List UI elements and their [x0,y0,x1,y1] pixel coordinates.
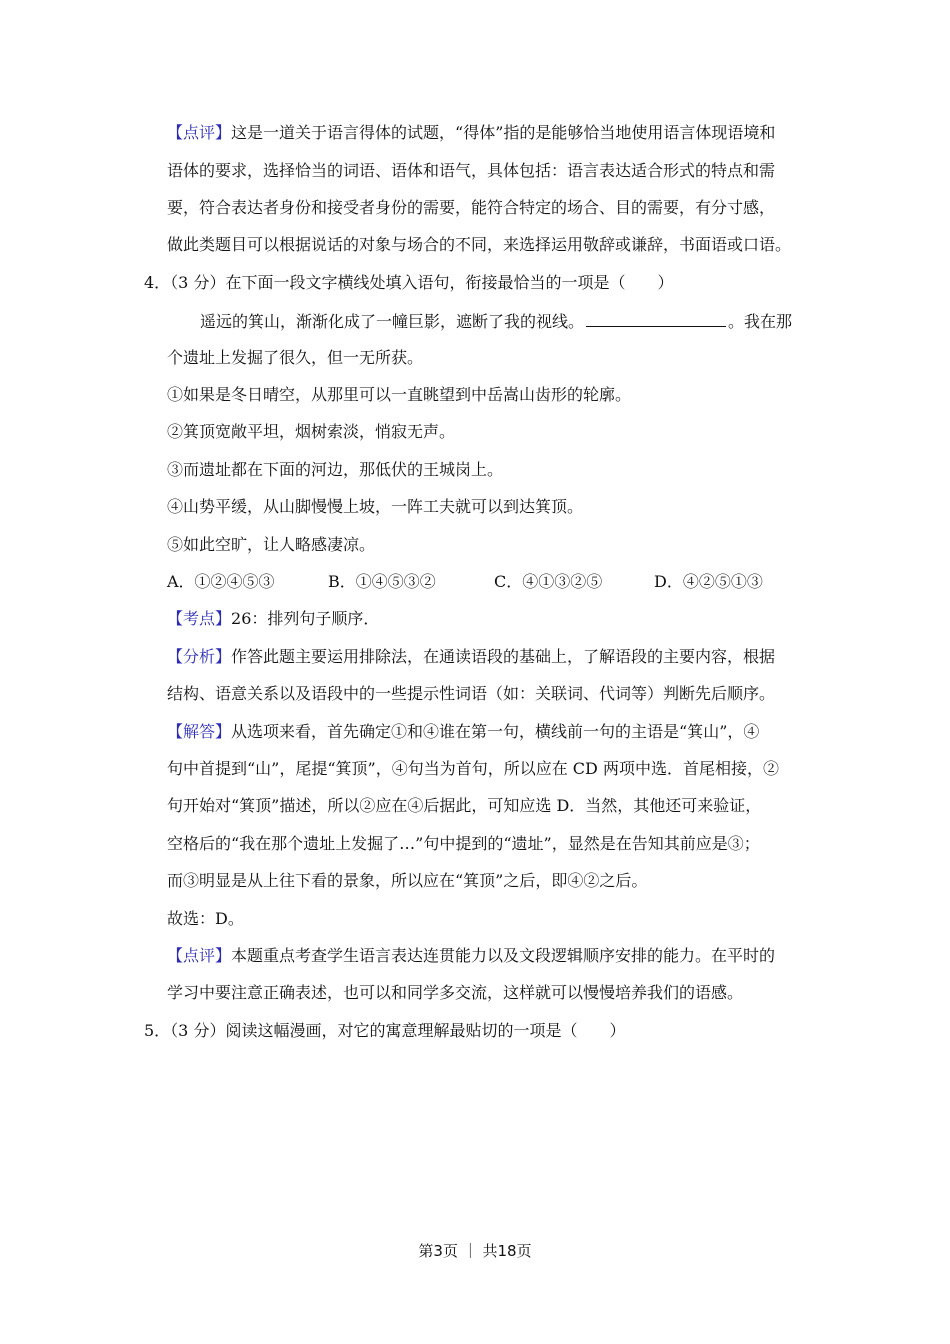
jieda-line-4: 空格后的“我在那个遗址上发掘了…”句中提到的“遗址”，显然是在告知其前应是③； [167,834,760,853]
question-4-passage-line-1 [200,309,792,333]
dianping-tag: 【点评】 [167,946,232,965]
question-4-passage-line-2: 个遗址上发掘了很久，但一无所获。 [167,348,424,367]
commentary-line-3: 要，符合表达者身份和接受者身份的需要，能符合特定的场合、目的需要，有分寸感， [167,198,776,217]
commentary-line-4: 做此类题目可以根据说话的对象与场合的不同，来选择运用敬辞或谦辞，书面语或口语。 [167,235,792,254]
sentence-5: ⑤如此空旷，让人略感凄凉。 [167,535,376,554]
fenxi-line-1 [167,646,775,668]
passage-text-a: 遥远的箕山，渐渐化成了一幢巨影，遮断了我的视线。 [200,312,585,331]
fenxi-text: 作答此题主要运用排除法，在通读语段的基础上，了解语段的主要内容，根据 [231,647,776,666]
sentence-3: ③而遗址都在下面的河边，那低伏的王城岗上。 [167,460,504,479]
commentary-line-1 [167,122,775,144]
kaodian-line [167,608,379,630]
page-footer: 第3页 ｜ 共18页 [418,1242,532,1260]
sentence-2: ②箕顶宽敞平坦，烟树索淡，悄寂无声。 [167,422,456,441]
jieda-line-3: 句开始对“箕顶”描述，所以②应在④后据此，可知应选 D．当然，其他还可来验证， [167,796,762,815]
sentence-1: ①如果是冬日晴空，从那里可以一直眺望到中岳嵩山齿形的轮廓。 [167,385,632,404]
jieda-line-2: 句中首提到“山”，尾提“箕顶”，④句当为首句，所以应在 CD 两项中选．首尾相接，② [167,759,779,778]
dianping-line-2: 学习中要注意正确表述，也可以和同学多交流，这样就可以慢慢培养我们的语感。 [167,983,744,1002]
fenxi-tag: 【分析】 [167,647,232,666]
option-b: B．①④⑤③② [328,572,436,591]
passage-text-b: 。我在那 [728,312,793,331]
answer-choice: 故选：D。 [167,909,244,928]
jieda-text: 从选项来看，首先确定①和④谁在第一句，横线前一句的主语是“箕山”，④ [231,722,760,741]
commentary-line-2: 语体的要求，选择恰当的词语、语体和语气，具体包括：语言表达适合形式的特点和需 [167,161,776,180]
jieda-line-1 [167,721,759,743]
kaodian-text: 26：排列句子顺序． [231,609,380,628]
fenxi-line-2: 结构、语意关系以及语段中的一些提示性词语（如：关联词、代词等）判断先后顺序。 [167,684,776,703]
option-a: A．①②④⑤③ [167,572,275,591]
sentence-4: ④山势平缓，从山脚慢慢上坡，一阵工夫就可以到达箕顶。 [167,497,584,516]
kaodian-tag: 【考点】 [167,609,232,628]
jieda-tag: 【解答】 [167,722,232,741]
jieda-line-5: 而③明显是从上往下看的景象，所以应在“箕顶”之后，即④②之后。 [167,871,648,890]
commentary-tag: 【点评】 [167,123,232,142]
question-4-stem: 4．（3 分）在下面一段文字横线处填入语句，衔接最恰当的一项是（ ） [144,273,674,292]
dianping-text: 本题重点考查学生语言表达连贯能力以及文段逻辑顺序安排的能力。在平时的 [231,946,776,965]
option-d: D．④②⑤①③ [654,572,763,591]
question-5-stem: 5．（3 分）阅读这幅漫画，对它的寓意理解最贴切的一项是（ ） [144,1021,626,1040]
dianping-line-1 [167,945,775,967]
fill-in-blank [586,309,726,327]
option-c: C．④①③②⑤ [494,572,603,591]
commentary-text: 这是一道关于语言得体的试题，“得体”指的是能够恰当地使用语言体现语境和 [231,123,776,142]
